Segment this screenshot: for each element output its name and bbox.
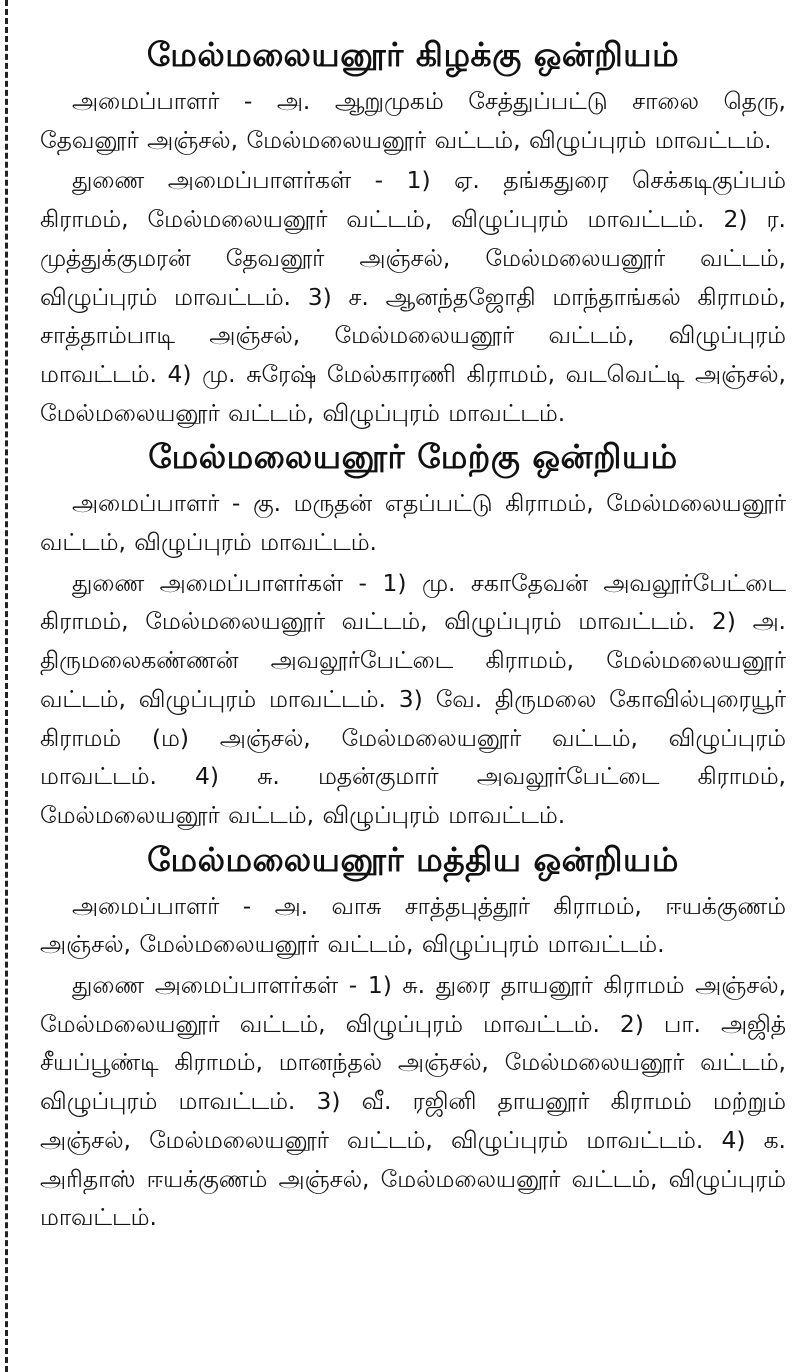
section-west-union <box>40 434 786 834</box>
organizer-paragraph <box>40 82 786 159</box>
dashed-cut-line <box>5 0 8 1372</box>
deputies-label: துணை அமைப்பாளர்கள் <box>72 166 352 195</box>
section-heading: மேல்மலையனூர் கிழக்கு ஒன்றியம் <box>146 35 680 74</box>
organizer-details: அ. ஆறுமுகம் சேத்துப்பட்டு சாலை தெரு, தேவனூர் அஞ்சல், மேல்மலையனூர் வட்டம், விழுப்புரம் மாவட்டம். <box>40 87 786 154</box>
section-east-union <box>40 32 786 432</box>
section-central-union <box>40 837 786 1237</box>
separator: - <box>351 166 407 195</box>
separator: - <box>219 891 275 920</box>
deputies-paragraph <box>40 564 786 835</box>
deputies-paragraph <box>40 966 786 1237</box>
organizer-paragraph <box>40 887 786 964</box>
deputies-details: 1) சு. துரை தாயனூர் கிராமம் அஞ்சல், மேல்மலையனூர் வட்டம், விழுப்புரம் மாவட்டம். 2) பா. அஜித் சீயப்பூண்டி கிராமம், மானந்தல் அஞ்சல், மேல்மலையனூர் வட்டம், விழுப்புரம் மாவட்டம். 3) வீ. ரஜினி தாயனூர் கிராமம் மற்றும் அஞ்சல், மேல்மலையனூர் வட்டம், விழுப்புரம் மாவட்டம். 4) க. அரிதாஸ் ஈயக்குணம் அஞ்சல், மேல்மலையனூர் வட்டம், விழுப்புரம் மாவட்டம். <box>40 971 787 1232</box>
organizer-label: அமைப்பாளர் <box>72 87 220 115</box>
organizer-details: அ. வாசு சாத்தபுத்தூர் கிராமம், ஈயக்குணம் அஞ்சல், மேல்மலையனூர் வட்டம், விழுப்புரம் மாவட்டம். <box>40 891 787 959</box>
organizer-label: அமைப்பாளர் <box>72 891 220 920</box>
separator: - <box>338 971 368 1000</box>
deputies-details: 1) ஏ. தங்கதுரை செக்கடிகுப்பம் கிராமம், மேல்மலையனூர் வட்டம், விழுப்புரம் மாவட்டம். 2) ர. முத்துக்குமரன் தேவனூர் அஞ்சல், மேல்மலையனூர் வட்டம், விழுப்புரம் மாவட்டம். 3) ச. ஆனந்தஜோதி மாந்தாங்கல் கிராமம், சாத்தாம்பாடி அஞ்சல், மேல்மலையனூர் வட்டம், விழுப்புரம் மாவட்டம். 4) மு. சுரேஷ் மேல்காரணி கிராமம், வடவெட்டி அஞ்சல், மேல்மலையனூர் வட்டம், விழுப்புரம் மாவட்டம். <box>40 166 786 427</box>
separator: - <box>219 87 277 115</box>
organizer-details: கு. மருதன் எதப்பட்டு கிராமம், மேல்மலையனூர் வட்டம், விழுப்புரம் மாவட்டம். <box>40 489 787 557</box>
organizer-paragraph <box>40 484 786 561</box>
deputies-label: துணை அமைப்பாளர்கள் <box>72 568 344 597</box>
section-heading: மேல்மலையனூர் மேற்கு ஒன்றியம் <box>148 437 678 477</box>
organizer-label: அமைப்பாளர் <box>72 489 220 518</box>
deputies-paragraph <box>40 161 786 432</box>
separator: - <box>219 489 253 518</box>
deputies-label: துணை அமைப்பாளர்கள் <box>72 971 339 1000</box>
deputies-details: 1) மு. சகாதேவன் அவலூர்பேட்டை கிராமம், மேல்மலையனூர் வட்டம், விழுப்புரம் மாவட்டம். 2) அ. திருமலைகண்ணன் அவலூர்பேட்டை கிராமம், மேல்மலையனூர் வட்டம், விழுப்புரம் மாவட்டம். 3) வே. திருமலை கோவில்புரையூர் கிராமம் (ம) அஞ்சல், மேல்மலையனூர் வட்டம், விழுப்புரம் மாவட்டம். 4) சு. மதன்குமார் அவலூர்பேட்டை கிராமம், மேல்மலையனூர் வட்டம், விழுப்புரம் மாவட்டம். <box>40 568 787 829</box>
separator: - <box>343 568 383 597</box>
section-heading: மேல்மலையனூர் மத்திய ஒன்றியம் <box>147 839 679 879</box>
